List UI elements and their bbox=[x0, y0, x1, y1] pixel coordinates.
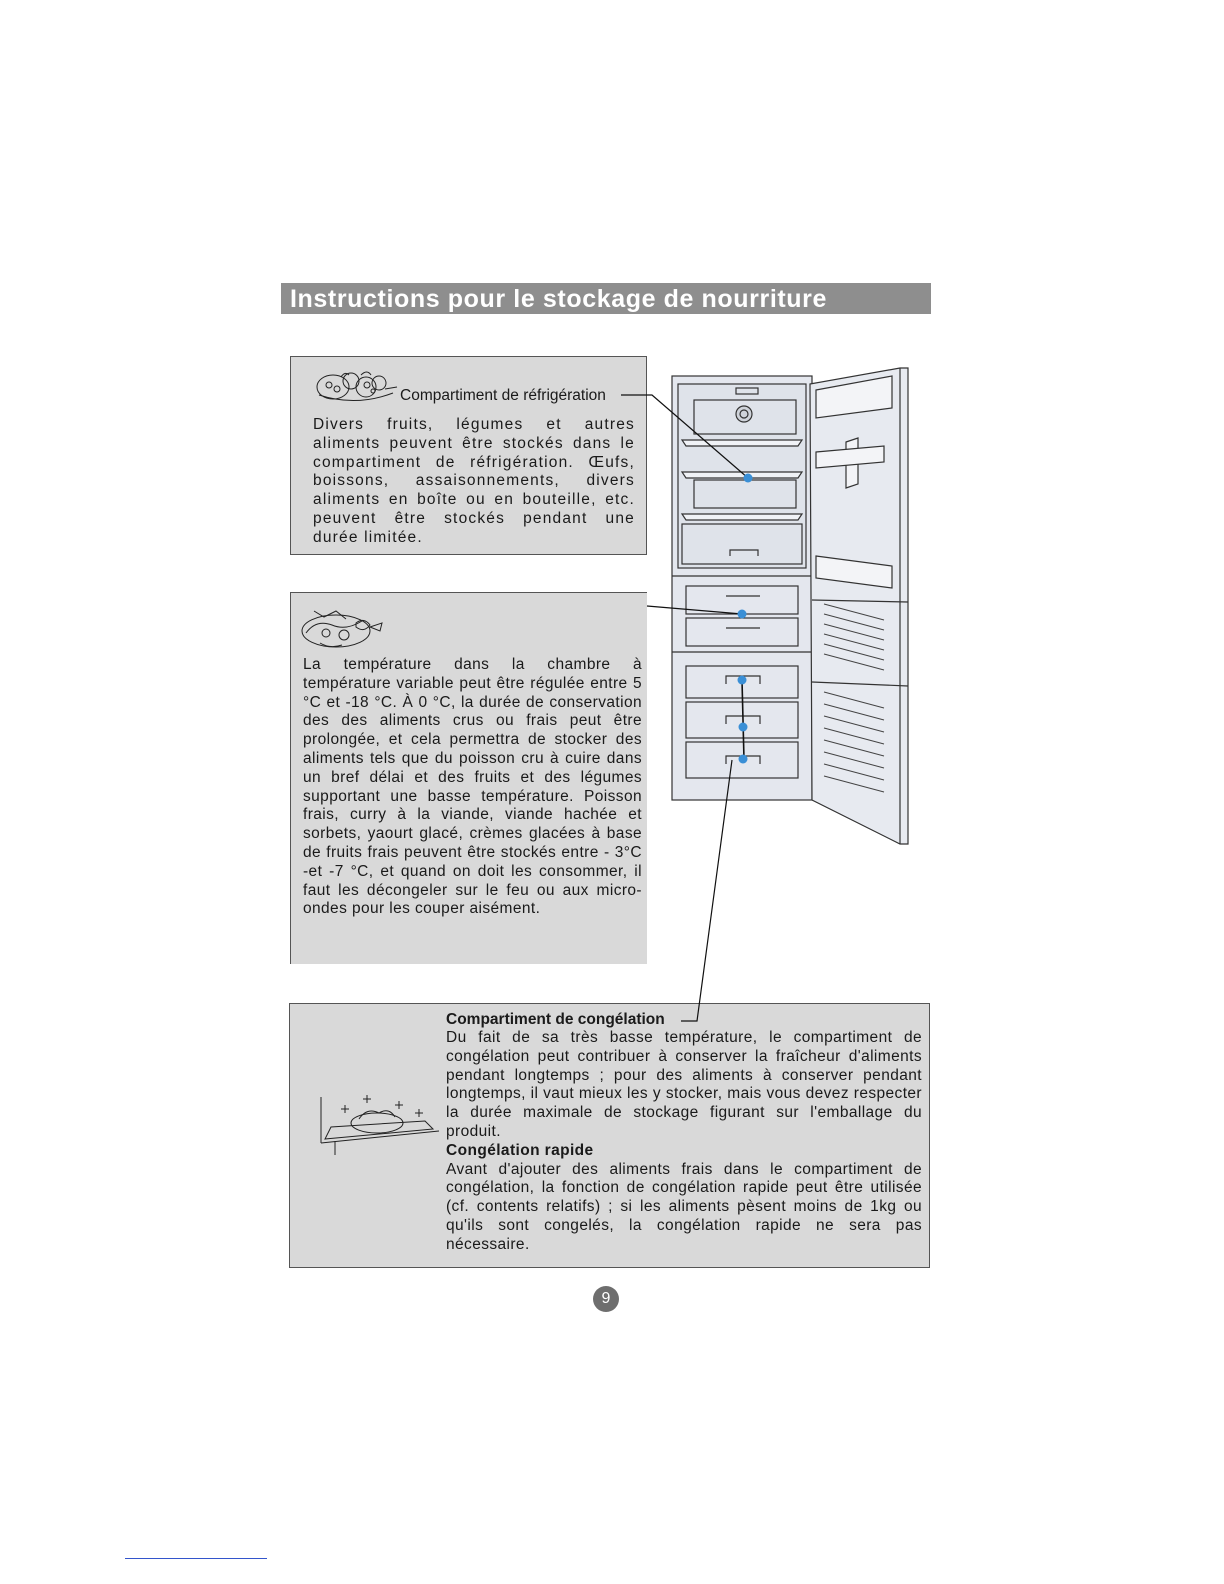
frozen-food-icon bbox=[315, 1089, 445, 1159]
freezer-label: Compartiment de congélation bbox=[446, 1011, 665, 1028]
freezer-section bbox=[446, 1010, 922, 1255]
freezer-text: Du fait de sa très basse température, le compartiment de congélation peut contribuer à conserver la fraîcheur d'aliments pendant longtemps ; pour des aliments à conserver pendant longtemps, il vaut mieux les y stocker, mais vous devez respecter la durée maximale de stockage figurant sur l'emballage du produit. bbox=[446, 1029, 922, 1140]
footer-rule bbox=[125, 1558, 267, 1559]
refrigeration-label: Compartiment de réfrigération bbox=[400, 387, 606, 404]
page-number: 9 bbox=[593, 1286, 619, 1312]
freezer-info-box bbox=[289, 1003, 930, 1268]
quick-freeze-label: Congélation rapide bbox=[446, 1141, 594, 1159]
refrigeration-text: Divers fruits, légumes et autres aliments peuvent être stockés dans le compartiment de réfrigération. Œufs, boissons, assaisonnements, divers aliments en boîte ou en bouteille, etc. peuvent être stockés pendant une durée limitée. bbox=[313, 416, 635, 546]
quick-freeze-text: Avant d'ajouter des aliments frais dans le compartiment de congélation, la fonction de congélation rapide peut être utilisée (cf. contents relatifs) ; si les aliments pèsent moins de 1kg ou qu'ils sont congelés, la congélation rapide ne sera pas nécessaire. bbox=[446, 1160, 922, 1253]
variable-temperature-info-box bbox=[290, 592, 647, 964]
refrigeration-info-box bbox=[290, 356, 647, 555]
fruits-vegetables-icon bbox=[311, 367, 401, 407]
fridge-illustration bbox=[660, 360, 920, 850]
meat-fish-icon bbox=[296, 603, 388, 653]
variable-temperature-text: La température dans la chambre à température variable peut être régulée entre 5 °C et -18 °C. À 0 °C, la durée de conservation des des aliments crus ou frais peut être prolongée, et cela permettra de stocker des aliments tels que du poisson cru à cuire dans un bref délai et des fruits et des légumes supportant une basse température. Poisson frais, curry à la viande, viande hachée et sorbets, yaourt glacé, crèmes glacées à base de fruits frais peuvent être stockés entre - 3°C -et -7 °C, et quand on doit les consommer, il faut les décongeler sur le feu ou aux micro-ondes pour les couper aisément. bbox=[303, 656, 642, 918]
section-title-bar bbox=[281, 283, 931, 314]
page-title: Instructions pour le stockage de nourriture bbox=[290, 285, 827, 313]
